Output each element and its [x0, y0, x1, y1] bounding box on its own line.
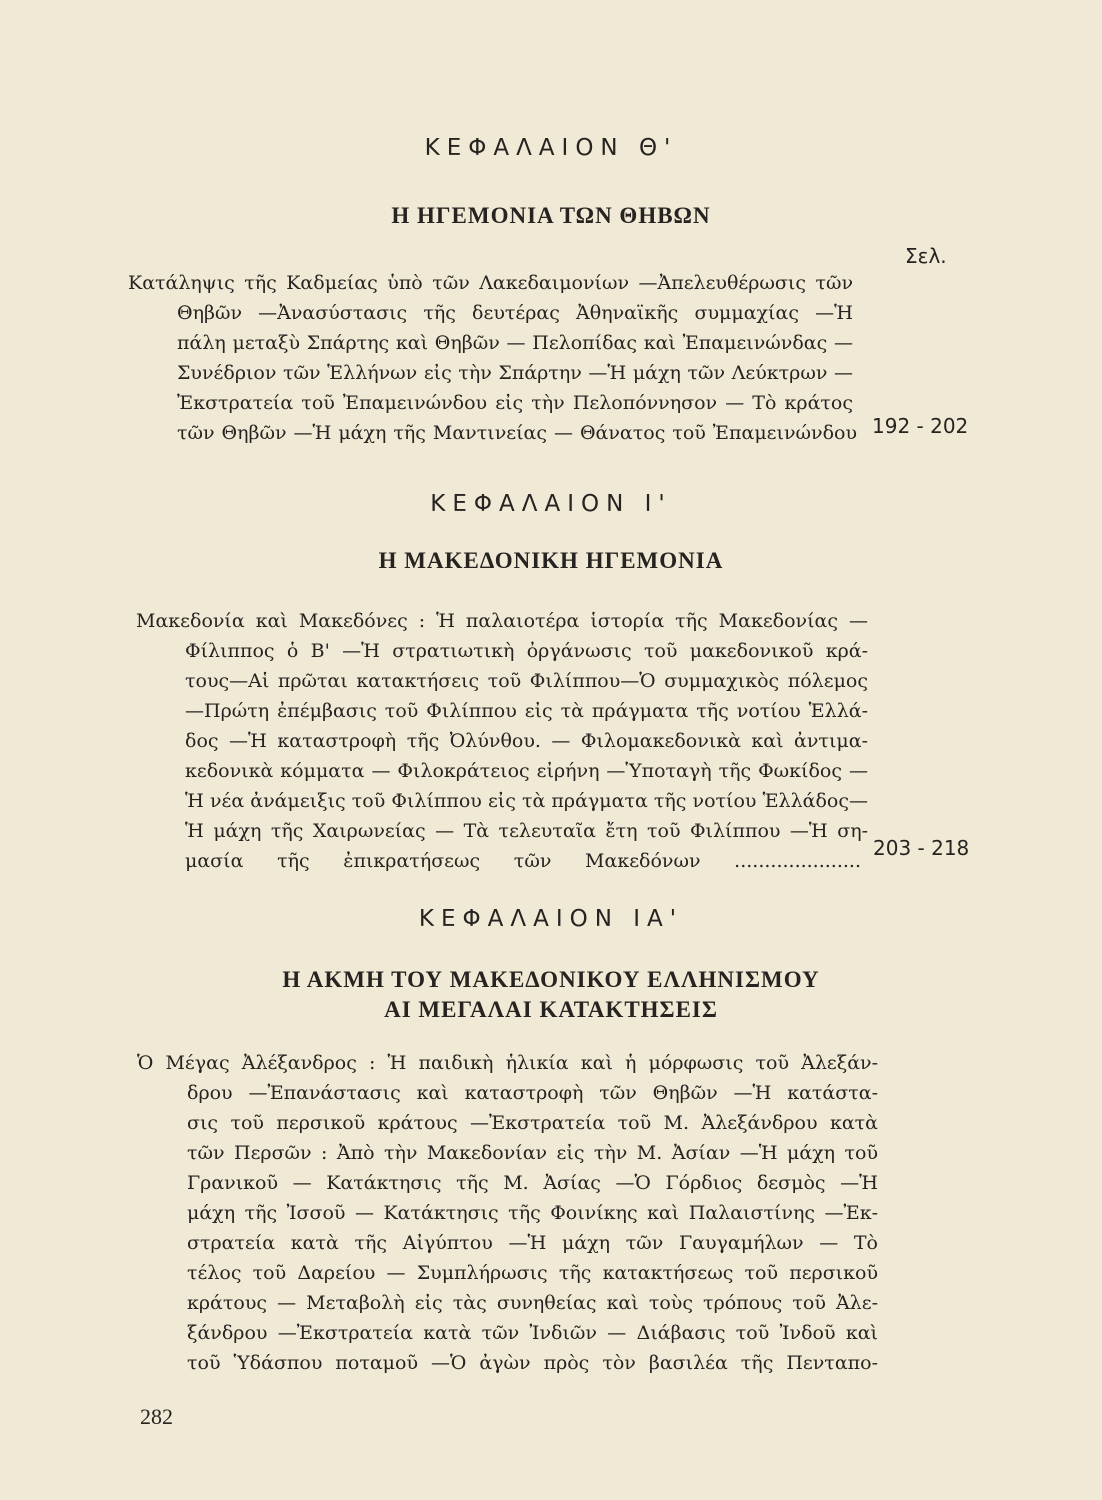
toc-line: ξάνδρου —Ἐκστρατεία κατὰ τῶν Ἰνδιῶν — Διάβασις τοῦ Ἰνδοῦ καὶ [187, 1322, 878, 1344]
toc-line: μασία τῆς ἐπικρατήσεως τῶν Μακεδόνων ..................... [185, 850, 861, 872]
toc-line: τέλος τοῦ Δαρείου — Συμπλήρωσις τῆς κατακτήσεως τοῦ περσικοῦ [187, 1262, 878, 1284]
toc-line: μάχη τῆς Ἰσσοῦ — Κατάκτησις τῆς Φοινίκης καὶ Παλαιστίνης —Ἐκ- [187, 1202, 878, 1224]
toc-line: στρατεία κατὰ τῆς Αἰγύπτου —Ἡ μάχη τῶν Γαυγαμήλων — Τὸ [187, 1232, 878, 1254]
toc-line: Συνέδριον τῶν Ἑλλήνων εἰς τὴν Σπάρτην —Ἡ μάχη τῶν Λεύκτρων — [177, 362, 853, 384]
toc-line: Γρανικοῦ — Κατάκτησις τῆς Μ. Ἀσίας —Ὁ Γόρδιος δεσμὸς —Ἡ [187, 1172, 878, 1194]
toc-line: κεδονικὰ κόμματα — Φιλοκράτειος εἰρήνη —Ὑποταγὴ τῆς Φωκίδος — [185, 760, 868, 782]
chapter-11-title-line-2: ΑΙ ΜΕΓΑΛΑΙ ΚΑΤΑΚΤΗΣΕΙΣ [384, 997, 718, 1022]
toc-line: Ἡ νέα ἀνάμειξις τοῦ Φιλίππου εἰς τὰ πράγματα τῆς νοτίου Ἑλλάδος— [185, 790, 868, 812]
toc-line: Ὁ Μέγας Ἀλέξανδρος : Ἡ παιδικὴ ἡλικία καὶ ἡ μόρφωσις τοῦ Ἀλεξάν- [137, 1052, 878, 1074]
toc-line: τῶν Περσῶν : Ἀπὸ τὴν Μακεδονίαν εἰς τὴν Μ. Ἀσίαν —Ἡ μάχη τοῦ [187, 1142, 878, 1164]
toc-line: Μακεδονία καὶ Μακεδόνες : Ἡ παλαιοτέρα ἱστορία τῆς Μακεδονίας — [136, 610, 868, 632]
chapter-10-pages: 203 - 218 [873, 836, 970, 860]
toc-line: τους—Αἱ πρῶται κατακτήσεις τοῦ Φιλίππου—Ὁ συμμαχικὸς πόλεμος [185, 670, 868, 692]
toc-line: δος —Ἡ καταστροφὴ τῆς Ὀλύνθου. — Φιλομακεδονικὰ καὶ ἀντιμα- [185, 730, 868, 752]
chapter-9-heading: ΚΕΦΑΛΑΙΟΝ Θ' [424, 135, 678, 161]
toc-line: —Πρώτη ἐπέμβασις τοῦ Φιλίππου εἰς τὰ πράγματα τῆς νοτίου Ἑλλά- [185, 700, 868, 722]
chapter-9-pages: 192 - 202 [872, 414, 969, 438]
chapter-11-title-line-1: Η ΑΚΜΗ ΤΟΥ ΜΑΚΕΔΟΝΙΚΟΥ ΕΛΛΗΝΙΣΜΟΥ [282, 967, 820, 992]
toc-line: Φίλιππος ὁ Β' —Ἡ στρατιωτικὴ ὀργάνωσις τοῦ μακεδονικοῦ κρά- [185, 640, 868, 662]
page-number: 282 [140, 1404, 173, 1429]
toc-line: πάλη μεταξὺ Σπάρτης καὶ Θηβῶν — Πελοπίδας καὶ Ἐπαμεινώνδας — [177, 332, 853, 354]
chapter-10-heading: ΚΕΦΑΛΑΙΟΝ Ι' [430, 491, 672, 517]
toc-line: δρου —Ἐπανάστασις καὶ καταστροφὴ τῶν Θηβῶν —Ἡ κατάστα- [187, 1082, 878, 1104]
chapter-11-heading: ΚΕΦΑΛΑΙΟΝ ΙΑ' [418, 906, 684, 932]
toc-line: Θηβῶν —Ἀνασύστασις τῆς δευτέρας Ἀθηναϊκῆς συμμαχίας —Ἡ [177, 302, 853, 324]
chapter-10-title: Η ΜΑΚΕΔΟΝΙΚΗ ΗΓΕΜΟΝΙΑ [378, 548, 724, 573]
toc-line: κράτους — Μεταβολὴ εἰς τὰς συνηθείας καὶ τοὺς τρόπους τοῦ Ἀλε- [187, 1292, 878, 1314]
toc-line: σις τοῦ περσικοῦ κράτους —Ἐκστρατεία τοῦ Μ. Ἀλεξάνδρου κατὰ [187, 1112, 878, 1134]
toc-line: τοῦ Ὑδάσπου ποταμοῦ —Ὁ ἀγὼν πρὸς τὸν βασιλέα τῆς Πενταπο- [187, 1352, 878, 1374]
chapter-9-title: Η ΗΓΕΜΟΝΙΑ ΤΩΝ ΘΗΒΩΝ [391, 203, 711, 228]
page-column-label: Σελ. [905, 244, 947, 268]
toc-line: Κατάληψις τῆς Καδμείας ὑπὸ τῶν Λακεδαιμονίων —Ἀπελευθέρωσις τῶν [128, 272, 853, 294]
toc-line: τῶν Θηβῶν —Ἡ μάχη τῆς Μαντινείας — Θάνατος τοῦ Ἐπαμεινώνδου [177, 422, 857, 444]
toc-line: Ἐκστρατεία τοῦ Ἐπαμεινώνδου εἰς τὴν Πελοπόννησον — Τὸ κράτος [177, 392, 853, 414]
toc-line: Ἡ μάχη τῆς Χαιρωνείας — Τὰ τελευταῖα ἔτη τοῦ Φιλίππου —Ἡ ση- [185, 820, 868, 842]
